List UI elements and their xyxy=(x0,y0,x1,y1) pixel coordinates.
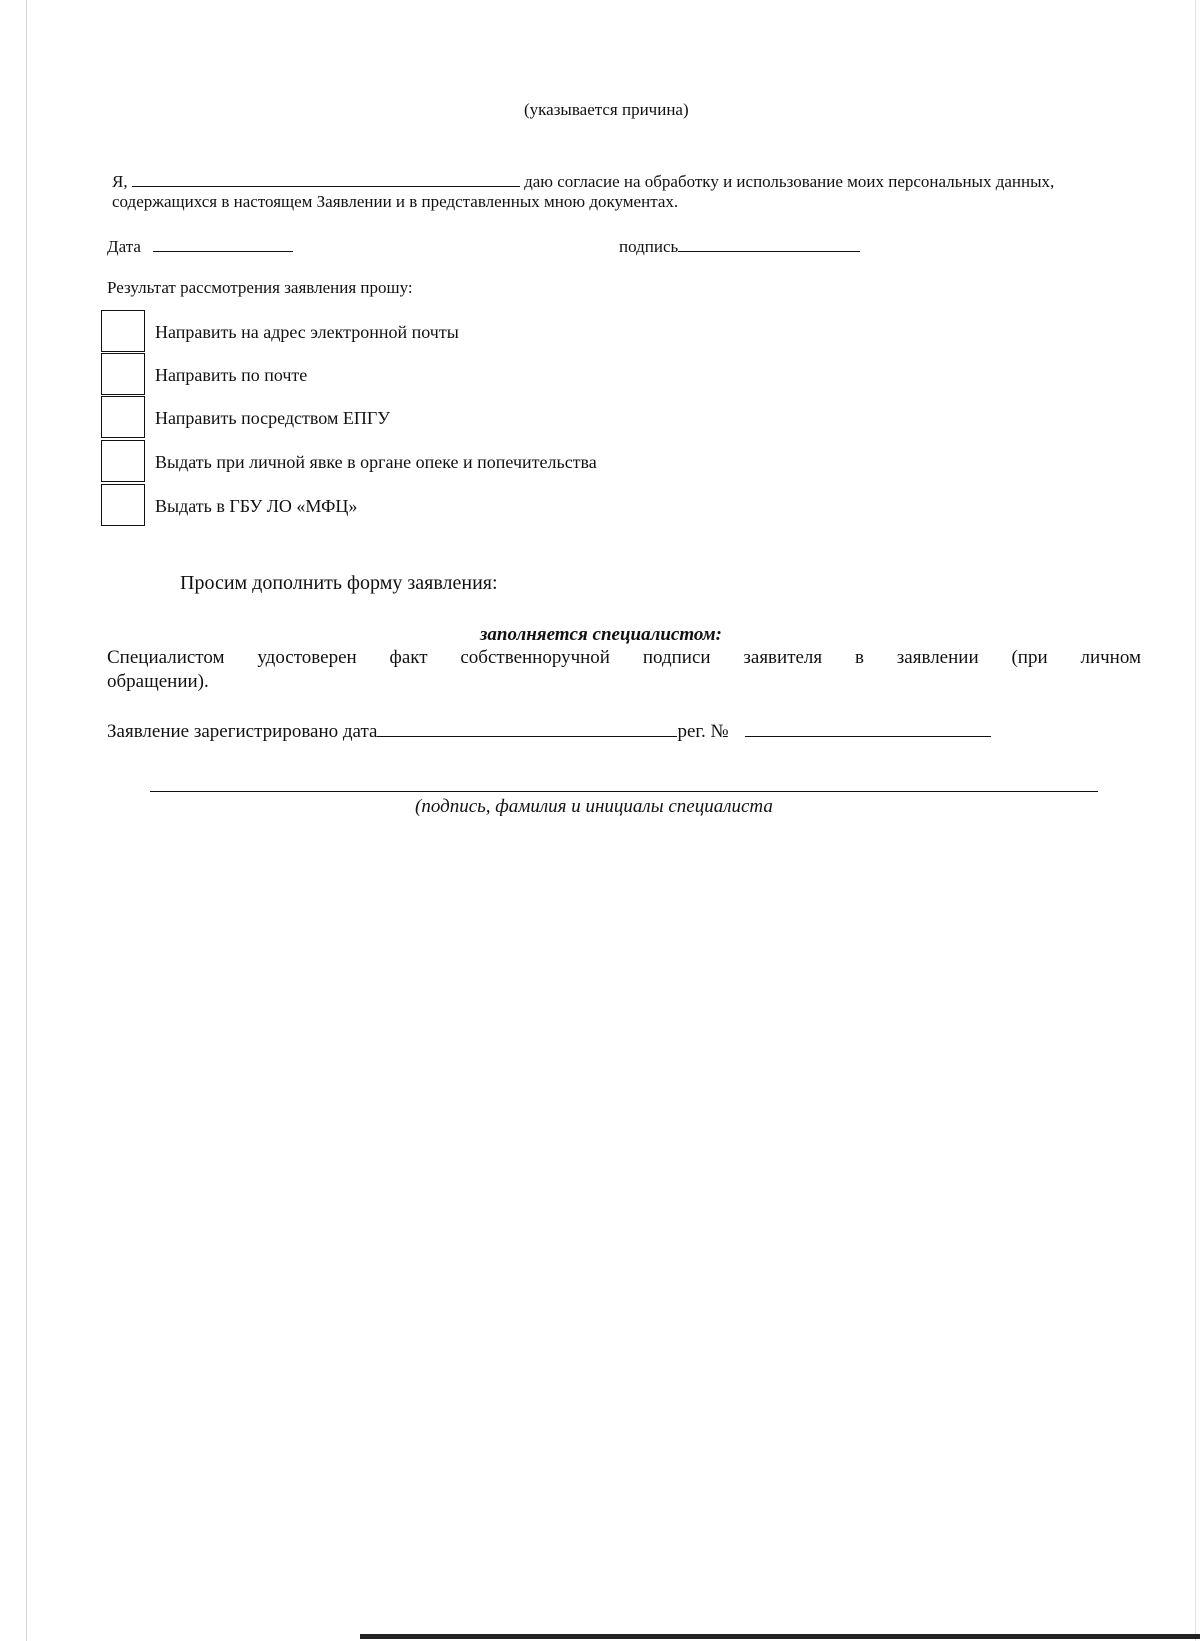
verification-line-2: обращении). xyxy=(107,671,209,692)
reg-number-field[interactable] xyxy=(745,720,991,737)
checkbox-epgu[interactable] xyxy=(101,396,145,438)
scan-left-edge xyxy=(26,0,27,1641)
signature-label: подпись xyxy=(619,237,679,256)
checkbox-mfc[interactable] xyxy=(101,484,145,526)
registration-date-field[interactable] xyxy=(377,720,677,737)
consent-prefix: Я, xyxy=(112,172,128,191)
checkbox-post[interactable] xyxy=(101,353,145,395)
reg-number-label: рег. № xyxy=(677,721,729,742)
consent-text-line2: содержащихся в настоящем Заявлении и в представленных мною документах. xyxy=(112,192,679,211)
specialist-signature-line[interactable] xyxy=(150,791,1098,792)
registration-row xyxy=(107,720,991,743)
consent-text-line1: даю согласие на обработку и использование моих персональных данных, xyxy=(524,172,1055,191)
signature-row xyxy=(619,235,860,257)
option-mfc-label: Выдать в ГБУ ЛО «МФЦ» xyxy=(155,496,358,516)
checkbox-email[interactable] xyxy=(101,310,145,352)
option-epgu-label: Направить посредством ЕПГУ xyxy=(155,408,390,428)
option-in-person-label: Выдать при личной явке в органе опеке и попечительства xyxy=(155,452,597,472)
registered-label: Заявление зарегистрировано дата xyxy=(107,721,378,742)
verification-line-1: Специалистом удостоверен факт собственноручной подписи заявителя в заявлении (при личном xyxy=(107,647,1141,668)
supplement-request: Просим дополнить форму заявления: xyxy=(180,572,498,594)
scan-bottom-edge xyxy=(360,1634,1200,1639)
date-label: Дата xyxy=(107,237,141,256)
specialist-signature-caption: (подпись, фамилия и инициалы специалиста xyxy=(415,796,773,817)
scan-right-edge xyxy=(1195,0,1196,1641)
consent-line-1 xyxy=(112,170,1054,192)
reason-caption: (указывается причина) xyxy=(524,100,689,119)
result-heading: Результат рассмотрения заявления прошу: xyxy=(107,278,413,297)
option-email-label: Направить на адрес электронной почты xyxy=(155,322,459,342)
checkbox-in-person[interactable] xyxy=(101,440,145,482)
full-name-field[interactable] xyxy=(132,170,520,187)
specialist-heading: заполняется специалистом: xyxy=(480,624,722,645)
date-field[interactable] xyxy=(153,235,293,252)
signature-field[interactable] xyxy=(678,235,860,252)
date-row xyxy=(107,235,293,257)
option-post-label: Направить по почте xyxy=(155,365,308,385)
